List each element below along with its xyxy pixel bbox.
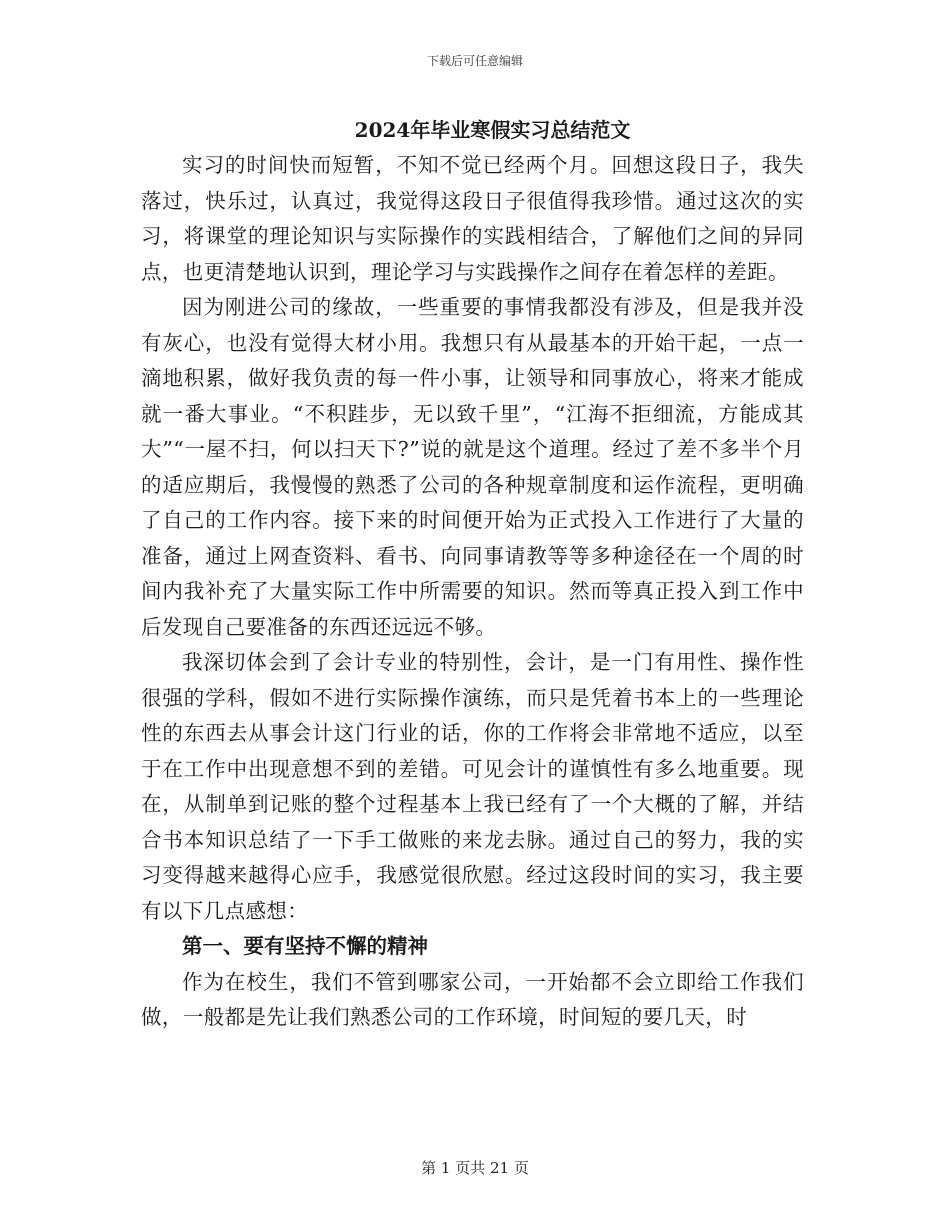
document-body [141, 112, 804, 1036]
paragraph-3: 我深切体会到了会计专业的特别性，会计，是一门有用性、操作性很强的学科，假如不进行实际操作演练，而只是凭着书本上的一些理论性的东西去从事会计这门行业的话，你的工作将会非常地不适应，以至于在工作中出现意想不到的差错。可见会计的谨慎性有多么地重要。现在，从制单到记账的整个过程基本上我已经有了一个大概的了解，并结合书本知识总结了一下手工做账的来龙去脉。通过自己的努力，我的实习变得越来越得心应手，我感觉很欣慰。经过这段时间的实习，我主要有以下几点感想： [141, 650, 804, 923]
document-title: 2024年毕业寒假实习总结范文 [354, 118, 631, 142]
paragraph-2: 因为刚进公司的缘故，一些重要的事情我都没有涉及，但是我并没有灰心，也没有觉得大材小用。我想只有从最基本的开始干起，一点一滴地积累，做好我负责的每一件小事，让领导和同事放心，将来才能成就一番大事业。“不积跬步，无以致千里”，“江海不拒细流，方能成其大”“一屋不扫，何以扫天下?”说的就是这个道理。经过了差不多半个月的适应期后，我慢慢的熟悉了公司的各种规章制度和运作流程，更明确了自己的工作内容。接下来的时间便开始为正式投入工作进行了大量的准备，通过上网查资料、看书、向同事请教等等多种途径在一个周的时间内我补充了大量实际工作中所需要的知识。然而等真正投入到工作中后发现自己要准备的东西还远远不够。 [141, 295, 804, 639]
section-heading: 第一、要有坚持不懈的精神 [182, 934, 428, 958]
page-footer: 第 1 页共 21 页 [421, 1159, 529, 1177]
paragraph-1: 实习的时间快而短暂，不知不觉已经两个月。回想这段日子，我失落过，快乐过，认真过，我觉得这段日子很值得我珍惜。通过这次的实习，将课堂的理论知识与实际操作的实践相结合，了解他们之间的异同点，也更清楚地认识到，理论学习与实践操作之间存在着怎样的差距。 [141, 153, 804, 284]
page-header: 下载后可任意编辑 [426, 54, 523, 68]
paragraph-4: 作为在校生，我们不管到哪家公司，一开始都不会立即给工作我们做，一般都是先让我们熟悉公司的工作环境，时间短的要几天，时 [141, 969, 804, 1029]
